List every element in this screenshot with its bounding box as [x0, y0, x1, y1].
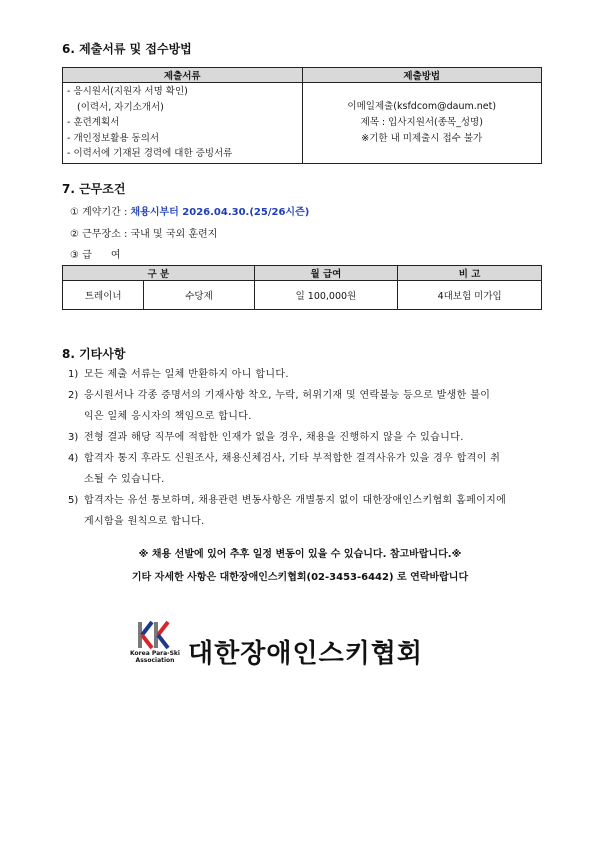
contract-period-value: 채용시부터 2026.04.30.(25/26시즌) [130, 207, 310, 218]
english-name-line: Korea Para-Ski [130, 650, 180, 657]
note-item [68, 448, 548, 469]
salary-label: ③ 급 여 [70, 250, 121, 261]
note-text: 익은 일체 응시자의 책임으로 합니다. [84, 411, 252, 422]
association-korean-name: 대한장애인스키협회 [188, 639, 424, 669]
note-item [68, 427, 548, 448]
doc-item: - 응시원서(지원자 서명 확인) [67, 86, 188, 97]
doc-item: - 이력서에 기재된 경력에 대한 증빙서류 [67, 148, 233, 159]
cell-position: 트레이너 [63, 281, 144, 310]
method-email: 이메일제출(ksfdcom@daum.net) [347, 101, 497, 112]
salary-table [62, 265, 542, 310]
header-documents: 제출서류 [63, 68, 303, 83]
note-item-cont [68, 511, 548, 532]
header-remarks: 비 고 [398, 266, 542, 281]
note-text: 모든 제출 서류는 일체 반환하지 아니 합니다. [84, 369, 289, 380]
contract-period [70, 203, 309, 218]
note-number: 5) [68, 495, 79, 506]
note-number: 4) [68, 453, 79, 464]
note-number: 1) [68, 369, 79, 380]
schedule-notice: ※ 채용 선발에 있어 추후 일정 변동이 있을 수 있습니다. 참고바랍니다.※ [138, 549, 462, 560]
submission-table [62, 67, 542, 164]
header-method: 제출방법 [302, 68, 542, 83]
contact-line: 기타 자세한 사항은 대한장애인스키협회(02-3453-6442) 로 연락바랍니다 [131, 572, 469, 583]
other-notes [68, 364, 548, 532]
work-location: ② 근무장소 : 국내 및 국외 훈련지 [70, 229, 218, 240]
english-name-line: Association [135, 657, 175, 664]
note-item [68, 490, 548, 511]
contract-period-label: ① 계약기간 : [70, 207, 131, 218]
note-text: 전형 결과 해당 직무에 적합한 인재가 없을 경우, 채용을 진행하지 않을 수 있습니다. [84, 432, 464, 443]
association-english-name [128, 650, 182, 664]
association-logo-icon [136, 620, 176, 650]
note-item-cont [68, 406, 548, 427]
method-subject: 제목 : 입사지원서(종목_성명) [360, 117, 483, 128]
section-6-title: 6. 제출서류 및 접수방법 [62, 42, 192, 56]
note-item-cont [68, 469, 548, 490]
note-text: 게시함을 원칙으로 합니다. [84, 516, 205, 527]
note-text: 합격자는 유선 통보하며, 채용관련 변동사항은 개별통지 없이 대한장애인스키협회 홈페이지에 [84, 495, 507, 506]
note-item [68, 364, 548, 385]
cell-remarks: 4대보험 미가입 [398, 281, 542, 310]
cell-pay-amount: 일 100,000원 [254, 281, 398, 310]
note-text: 응시원서나 각종 증명서의 기재사항 착오, 누락, 허위기재 및 연락불능 등으로 발생한 불이 [84, 390, 491, 401]
note-number: 3) [68, 432, 79, 443]
note-text: 소될 수 있습니다. [84, 474, 165, 485]
section-7-title: 7. 근무조건 [62, 182, 126, 196]
note-text: 합격자 통지 후라도 신원조사, 채용신체검사, 기타 부적합한 결격사유가 있을 경우 합격이 취 [84, 453, 501, 464]
doc-item: - 훈련계획서 [67, 117, 120, 128]
cell-pay-type: 수당제 [144, 281, 254, 310]
doc-item: - 개인정보활용 동의서 [67, 132, 160, 144]
note-number: 2) [68, 390, 79, 401]
method-deadline: ※기한 내 미제출시 접수 불가 [361, 133, 483, 144]
header-monthly-pay: 월 급여 [254, 266, 398, 281]
header-category: 구 분 [63, 266, 255, 281]
method-cell [302, 83, 542, 164]
note-item [68, 385, 548, 406]
documents-cell [63, 83, 303, 164]
doc-item: (이력서, 자기소개서) [77, 101, 164, 113]
section-8-title: 8. 기타사항 [62, 347, 126, 361]
